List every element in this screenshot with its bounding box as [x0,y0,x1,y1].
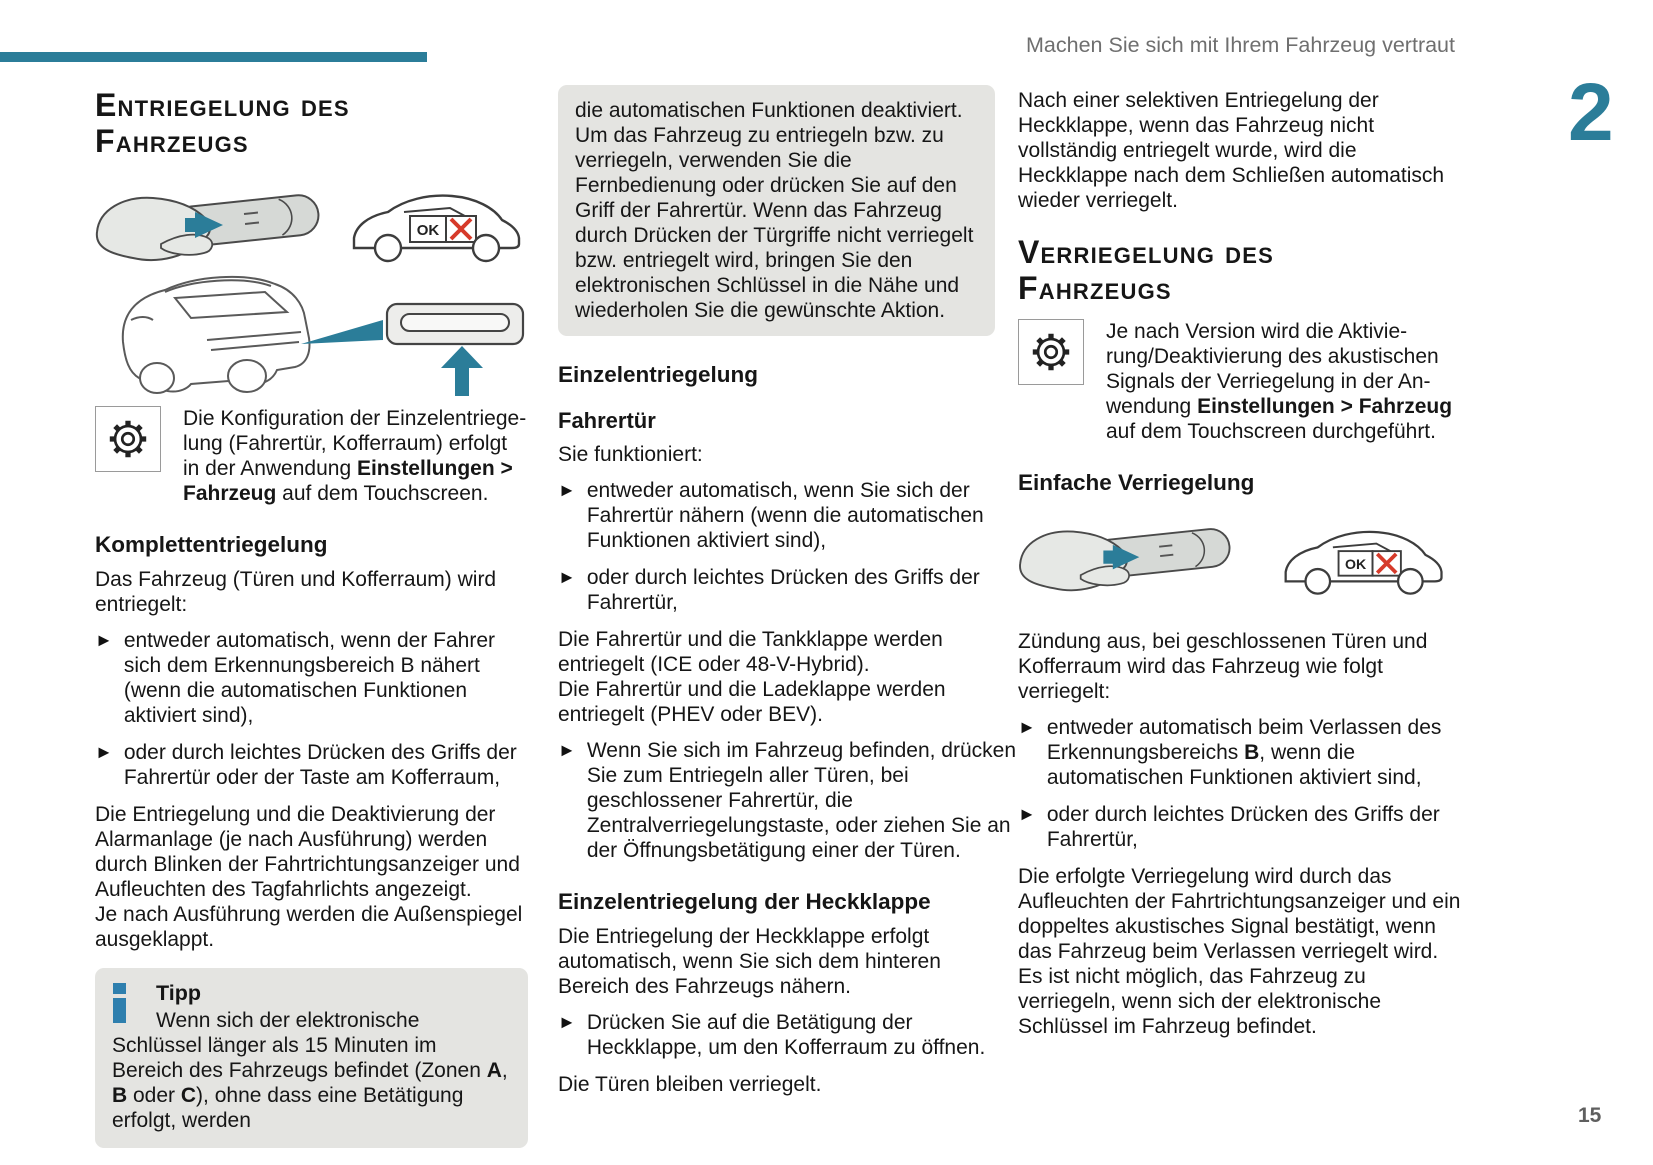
car-selective-lock-icon [1286,532,1442,594]
tailgate-button-icon [387,304,523,396]
chapter-number: 2 [1568,67,1614,158]
list-item [1018,715,1466,790]
config-note [95,406,528,506]
list-item [558,478,995,553]
list-item-text: Drücken Sie auf die Betätigung der Heckklappe, um den Kofferraum zu öffnen. [586,1011,986,1059]
complete-unlock-outro: Die Entriegelung und die Deaktivierung der Alarmanlage (je nach Ausführung) werden durch Blinken der Fahrtrichtungsanzeiger und Aufleuchten des Tagfahrlichts angezeigt. Je nach Ausführung werden die Außenspiegel ausgeklappt. [95,802,523,951]
simple-lock-intro: Zündung aus, bei geschlossenen Türen und Kofferraum wird das Fahrzeug wie folgt verriegelt: [1018,629,1428,703]
gear-icon [105,416,151,462]
keyfob-press-icon [1020,527,1231,590]
heading-tailgate-unlock: Einzelentriegelung der Heckklappe [558,889,931,914]
tip-title: Tipp [156,980,201,1005]
tip-text: Wenn sich der elektronische Schlüssel länger als 15 Minuten im Bereich des Fahrzeugs befindet (Zonen A, B oder C), ohne dass eine Betätigung erfolgt, werden [112,1008,508,1132]
simple-lock-outro: Die erfolgte Verriegelung wird durch das Aufleuchten der Fahrtrichtungsanzeiger und ein doppeltes akustisches Signal bestätigt, wenn das Fahrzeug beim Verlassen verriegelt wird. Es ist nicht möglich, das Fahrzeug zu verriegeln, wenn sich der elektronische Schlüssel im Fahrzeug befindet. [1018,864,1461,1038]
list-item-text: entweder automatisch, wenn Sie sich der Fahrertür nähern (wenn die automatischen Funktionen aktiviert sind), [586,479,984,552]
config-note-text: Die Konfiguration der Einzelentriege- lung (Fahrertür, Kofferraum) erfolgt in der Anwendung Einstellungen > Fahrzeug auf dem Touchscreen. [183,406,527,505]
heading-driver-door: Fahrertür [558,408,656,433]
list-item-text: oder durch leichtes Drücken des Griffs der Fahrertür oder der Taste am Kofferraum, [123,740,517,789]
list-item [558,738,1018,863]
bullet-icon: ► [1018,803,1036,824]
list-item-text: oder durch leichtes Drücken des Griffs der Fahrertür, [586,566,980,614]
config-note [1018,319,1466,444]
running-header: Machen Sie sich mit Ihrem Fahrzeug vertraut [1026,33,1455,57]
tip-box [95,968,528,1148]
driver-door-para: Die Fahrertür und die Tankklappe werden entriegelt (ICE oder 48-V-Hybrid). Die Fahrertür und die Ladeklappe werden entriegelt (PHEV oder BEV). [558,628,946,726]
column-middle [558,85,1017,1108]
list-item [558,565,995,615]
heading-simple-lock: Einfache Verriegelung [1018,469,1255,495]
accent-top-bar [0,52,427,62]
list-item-text: entweder automatisch, wenn der Fahrer sich dem Erkennungsbereich B nähert (wenn die automatischen Funktionen aktiviert sind), [123,628,496,727]
selective-unlock-note: Nach einer selektiven Entriegelung der Heckklappe, wenn das Fahrzeug nicht vollständig entriegelt wurde, wird die Heckklappe nach dem Schließen automatisch wieder verriegelt. [1018,89,1445,212]
keyfob-press-icon [97,193,321,260]
complete-unlock-intro: Das Fahrzeug (Türen und Kofferraum) wird entriegelt: [95,567,497,616]
heading-individual-unlock: Einzelentriegelung [558,362,759,387]
column-left [95,88,528,1148]
bullet-icon: ► [558,740,576,760]
column-right [1018,88,1466,1050]
list-item-text: entweder automatisch beim Verlassen des Erkennungsbereichs B, wenn die automatischen Funktionen aktiviert sind, [1046,715,1442,789]
list-item [1018,802,1466,852]
bullet-icon: ► [1018,716,1036,737]
list-item [558,1010,995,1060]
config-note-text: Je nach Version wird die Aktivie- rung/Deaktivierung des akustischen Signals der Verriegelung in der An- wendung Einstellungen > Fahrzeug auf dem Touchscreen durchgeführt. [1106,319,1453,443]
section-title-unlocking: Entriegelung des Fahrzeugs [95,87,350,159]
arrow-up-icon [441,346,483,396]
list-item [95,740,528,790]
bullet-icon: ► [95,629,113,650]
bullet-icon: ► [558,480,576,500]
bullet-icon: ► [558,567,576,587]
locking-illustration [1018,505,1466,619]
pointer-wedge [301,320,383,344]
tip-continuation-box: die automatischen Funktionen deaktiviert. Um das Fahrzeug zu entriegeln bzw. zu verriegeln, verwenden Sie die Fernbedienung oder drücken Sie auf den Griff der Fahrertür. Wenn das Fahrzeug durch Drücken der Türgriffe nicht verriegelt bzw. entriegelt wird, bringen Sie den elektronischen Schlüssel in die Nähe und wiederholen Sie die gewünschte Aktion. [558,85,995,336]
bullet-icon: ► [95,741,113,762]
driver-door-intro: Sie funktioniert: [558,443,703,466]
section-title-locking: Verriegelung des Fahrzeugs [1018,234,1275,306]
list-item-text: Wenn Sie sich im Fahrzeug befinden, drücken Sie zum Entriegeln aller Türen, bei geschlossener Fahrertür, die Zentralverriegelungstaste, oder ziehen Sie an der Öffnungsbetätigung einer der Türen. [586,739,1017,862]
bullet-icon: ► [558,1012,576,1032]
list-item [95,628,528,728]
unlocking-illustration [95,172,528,396]
gear-icon-box [95,406,161,472]
gear-icon [1028,329,1074,375]
suv-rear-icon [123,277,310,393]
car-selective-unlock-icon [354,195,519,260]
info-icon [113,983,126,1023]
tailgate-outro: Die Türen bleiben verriegelt. [558,1073,822,1096]
tailgate-para: Die Entriegelung der Heckklappe erfolgt automatisch, wenn Sie sich dem hinteren Bereich des Fahrzeugs nähern. [558,925,941,998]
gear-icon-box [1018,319,1084,385]
heading-complete-unlock: Komplettentriegelung [95,531,328,557]
page-number: 15 [1578,1104,1602,1127]
list-item-text: oder durch leichtes Drücken des Griffs der Fahrertür, [1046,802,1440,851]
